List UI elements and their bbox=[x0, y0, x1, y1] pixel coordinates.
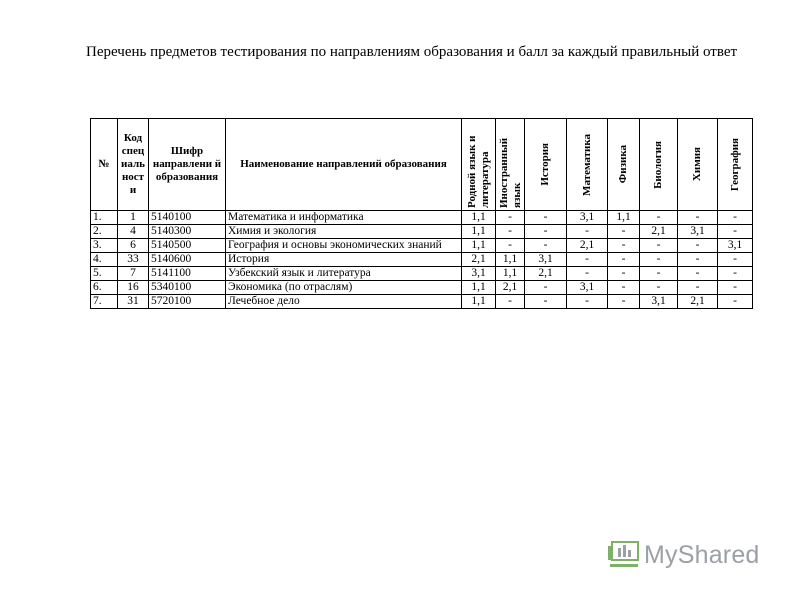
table-row bbox=[91, 267, 753, 281]
row-name: История bbox=[226, 253, 462, 267]
myshared-logo-text: MyShared bbox=[644, 540, 760, 569]
score-history: - bbox=[525, 225, 567, 239]
score-history: 3,1 bbox=[525, 253, 567, 267]
score-geography: 3,1 bbox=[718, 239, 753, 253]
page-title: Перечень предметов тестирования по направлениям образования и балл за каждый правильный ответ bbox=[86, 44, 738, 60]
score-geography: - bbox=[718, 281, 753, 295]
score-biology: 3,1 bbox=[640, 295, 678, 309]
score-math: - bbox=[567, 225, 608, 239]
score-chemistry: - bbox=[678, 281, 718, 295]
score-chemistry: - bbox=[678, 211, 718, 225]
score-geography: - bbox=[718, 295, 753, 309]
header-subject-chemistry bbox=[678, 119, 718, 211]
table-row bbox=[91, 253, 753, 267]
score-foreign: 1,1 bbox=[496, 253, 525, 267]
header-subject-native-label: Родной язык и литература bbox=[465, 134, 491, 208]
row-name: Узбекский язык и литература bbox=[226, 267, 462, 281]
header-code: Код спец иаль ност и bbox=[118, 119, 149, 211]
row-code: 4 bbox=[118, 225, 149, 239]
score-history: 2,1 bbox=[525, 267, 567, 281]
header-subject-physics-label: Физика bbox=[617, 145, 629, 184]
score-physics: - bbox=[608, 281, 640, 295]
score-math: - bbox=[567, 267, 608, 281]
row-cipher: 5340100 bbox=[149, 281, 226, 295]
score-geography: - bbox=[718, 267, 753, 281]
row-num: 4. bbox=[91, 253, 118, 267]
header-subject-chemistry-label: Химия bbox=[691, 147, 703, 182]
table-row bbox=[91, 225, 753, 239]
row-cipher: 5141100 bbox=[149, 267, 226, 281]
score-native: 3,1 bbox=[462, 267, 496, 281]
row-code: 6 bbox=[118, 239, 149, 253]
score-biology: - bbox=[640, 253, 678, 267]
score-native: 1,1 bbox=[462, 281, 496, 295]
score-geography: - bbox=[718, 253, 753, 267]
header-subject-geography bbox=[718, 119, 753, 211]
row-name: Экономика (по отраслям) bbox=[226, 281, 462, 295]
header-subject-history-label: История bbox=[539, 143, 551, 186]
score-foreign: - bbox=[496, 295, 525, 309]
row-code: 33 bbox=[118, 253, 149, 267]
row-num: 6. bbox=[91, 281, 118, 295]
table-header-row bbox=[91, 119, 753, 211]
score-native: 1,1 bbox=[462, 239, 496, 253]
score-biology: - bbox=[640, 211, 678, 225]
score-foreign: 1,1 bbox=[496, 267, 525, 281]
row-code: 7 bbox=[118, 267, 149, 281]
header-num: № bbox=[91, 119, 118, 211]
subjects-table bbox=[90, 118, 753, 309]
score-history: - bbox=[525, 281, 567, 295]
row-num: 2. bbox=[91, 225, 118, 239]
header-subject-native bbox=[462, 119, 496, 211]
row-name: Химия и экология bbox=[226, 225, 462, 239]
score-foreign: - bbox=[496, 239, 525, 253]
row-cipher: 5140500 bbox=[149, 239, 226, 253]
score-math: - bbox=[567, 253, 608, 267]
row-cipher: 5140100 bbox=[149, 211, 226, 225]
table-row bbox=[91, 211, 753, 225]
table-row bbox=[91, 281, 753, 295]
score-math: - bbox=[567, 295, 608, 309]
score-biology: 2,1 bbox=[640, 225, 678, 239]
myshared-logo bbox=[606, 537, 760, 573]
score-geography: - bbox=[718, 211, 753, 225]
score-foreign: 2,1 bbox=[496, 281, 525, 295]
row-name: География и основы экономических знаний bbox=[226, 239, 462, 253]
score-physics: - bbox=[608, 267, 640, 281]
score-chemistry: 3,1 bbox=[678, 225, 718, 239]
score-history: - bbox=[525, 295, 567, 309]
header-subject-biology bbox=[640, 119, 678, 211]
score-native: 1,1 bbox=[462, 211, 496, 225]
header-subject-math-label: Математика bbox=[580, 133, 593, 196]
header-subject-foreign-label: Иностранный язык bbox=[498, 137, 523, 208]
score-geography: - bbox=[718, 225, 753, 239]
row-num: 5. bbox=[91, 267, 118, 281]
score-history: - bbox=[525, 239, 567, 253]
score-foreign: - bbox=[496, 225, 525, 239]
score-math: 3,1 bbox=[567, 281, 608, 295]
row-name: Лечебное дело bbox=[226, 295, 462, 309]
score-native: 2,1 bbox=[462, 253, 496, 267]
score-biology: - bbox=[640, 239, 678, 253]
header-cipher: Шифр направлени й образования bbox=[149, 119, 226, 211]
score-biology: - bbox=[640, 281, 678, 295]
score-chemistry: - bbox=[678, 267, 718, 281]
score-math: 3,1 bbox=[567, 211, 608, 225]
score-history: - bbox=[525, 211, 567, 225]
header-subject-history bbox=[525, 119, 567, 211]
table-body bbox=[91, 211, 753, 309]
table-row bbox=[91, 295, 753, 309]
header-subject-foreign bbox=[496, 119, 525, 211]
row-num: 7. bbox=[91, 295, 118, 309]
row-code: 31 bbox=[118, 295, 149, 309]
row-cipher: 5140600 bbox=[149, 253, 226, 267]
header-subject-geography-label: География bbox=[728, 137, 741, 192]
score-physics: - bbox=[608, 295, 640, 309]
row-cipher: 5720100 bbox=[149, 295, 226, 309]
header-name: Наименование направлений образования bbox=[226, 119, 462, 211]
row-cipher: 5140300 bbox=[149, 225, 226, 239]
score-native: 1,1 bbox=[462, 225, 496, 239]
row-name: Математика и информатика bbox=[226, 211, 462, 225]
score-chemistry: - bbox=[678, 239, 718, 253]
score-physics: 1,1 bbox=[608, 211, 640, 225]
score-chemistry: 2,1 bbox=[678, 295, 718, 309]
row-code: 1 bbox=[118, 211, 149, 225]
score-biology: - bbox=[640, 267, 678, 281]
header-subject-math bbox=[567, 119, 608, 211]
table-row bbox=[91, 239, 753, 253]
header-subject-biology-label: Биология bbox=[652, 140, 664, 189]
row-num: 1. bbox=[91, 211, 118, 225]
row-num: 3. bbox=[91, 239, 118, 253]
score-physics: - bbox=[608, 253, 640, 267]
score-physics: - bbox=[608, 239, 640, 253]
score-physics: - bbox=[608, 225, 640, 239]
myshared-logo-icon bbox=[606, 538, 640, 572]
score-native: 1,1 bbox=[462, 295, 496, 309]
score-math: 2,1 bbox=[567, 239, 608, 253]
score-chemistry: - bbox=[678, 253, 718, 267]
row-code: 16 bbox=[118, 281, 149, 295]
header-subject-physics bbox=[608, 119, 640, 211]
score-foreign: - bbox=[496, 211, 525, 225]
